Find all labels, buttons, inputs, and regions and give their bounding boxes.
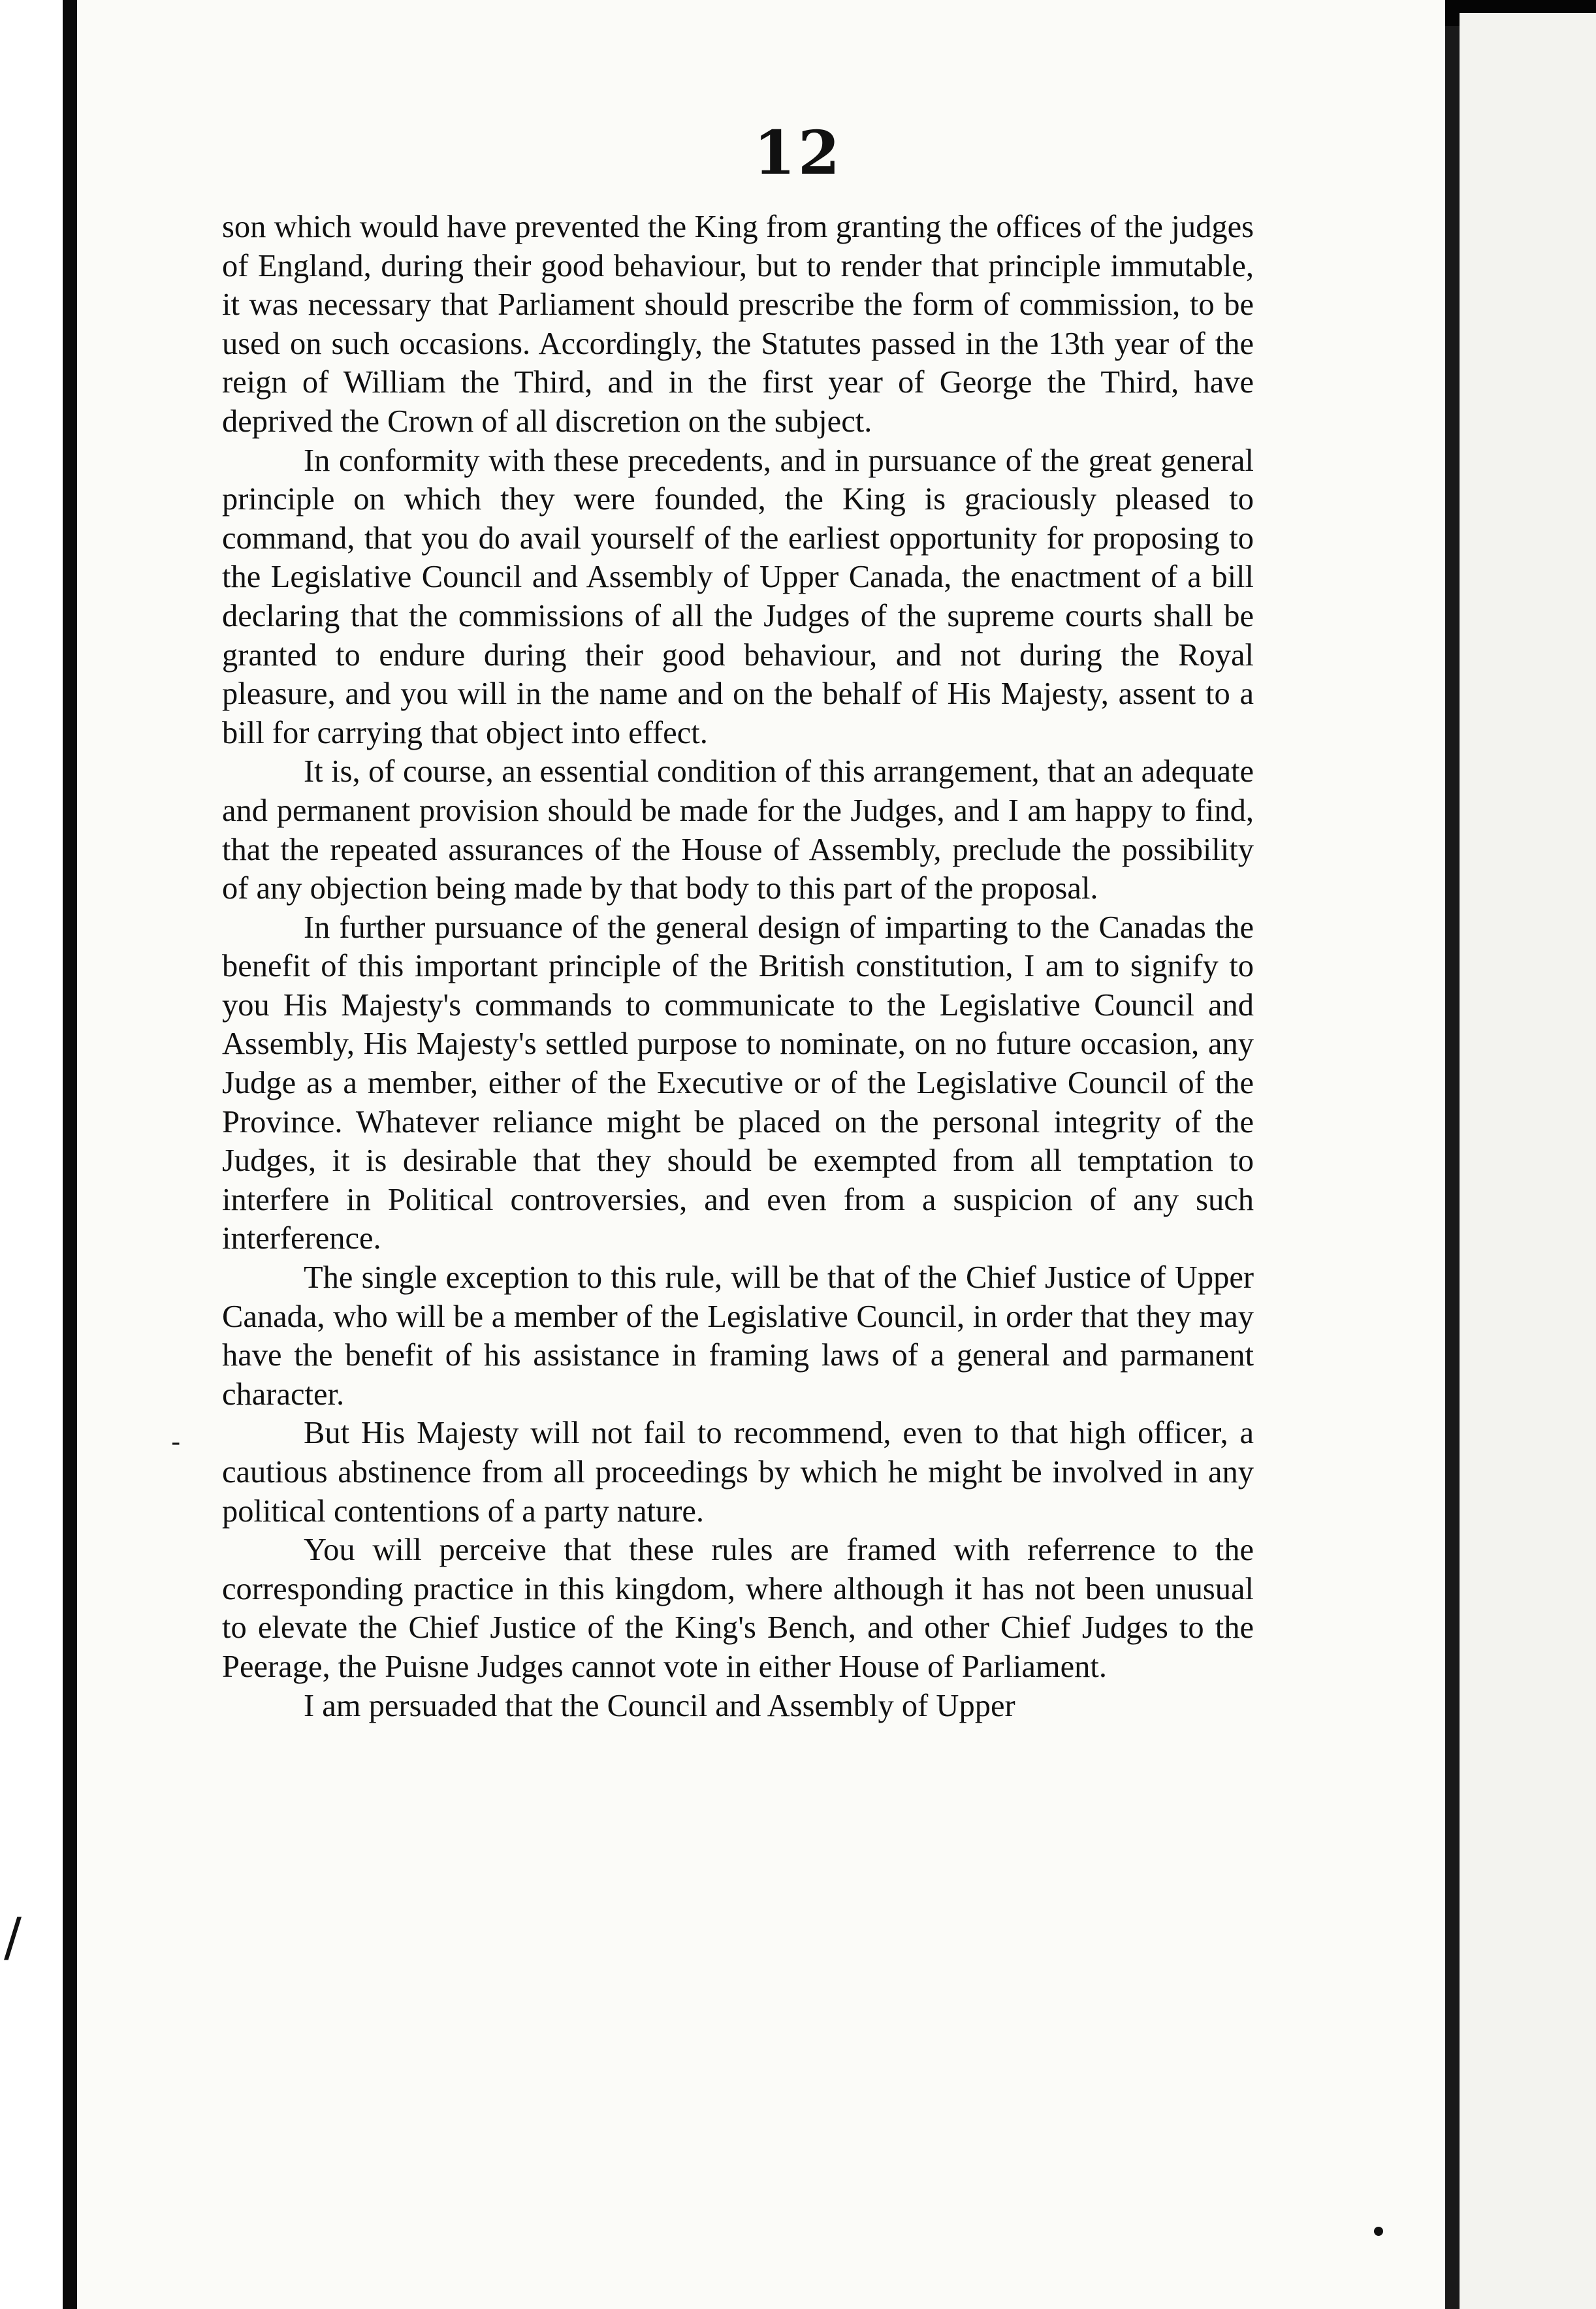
body-text (222, 208, 1254, 1725)
paragraph-4: In further pursuance of the general design of imparting to the Canadas the benefit of this important principle of the British constitution, I am to signify to you His Majesty's commands to communicate to the Legislative Council and Assembly, His Majesty's settled purpose to nominate, on no future occasion, any Judge as a member, either of the Executive or of the Legislative Council of the Province. Whatever reliance might be placed on the personal integrity of the Judges, it is desirable that they should be exempted from all temptation to interfere in Political controversies, and even from a suspicion of any such interference. (222, 910, 1254, 1256)
paragraph-7: You will perceive that these rules are framed with referrence to the corresponding practice in this kingdom, where although it has not been unusual to elevate the Chief Justice of the King's Bench, and other Chief Judges to the Peerage, the Puisne Judges cannot vote in either House of Parliament. (222, 1533, 1254, 1684)
paragraph-3: It is, of course, an essential condition of this arrangement, that an adequate and permanent provision should be made for the Judges, and I am happy to find, that the repeated assurances of the House of Assembly, preclude the possibility of any objection being made by that body to this part of the proposal. (222, 754, 1254, 906)
paragraph-5: The single exception to this rule, will be that of the Chief Justice of Upper Canada, who will be a member of the Legislative Council, in order that they may have the benefit of his assistance in framing laws of a general and parmanent character. (222, 1260, 1254, 1412)
paragraph-6: But His Majesty will not fail to recommend, even to that high officer, a cautious abstinence from all proceedings by which he might be involved in any political contentions of a party nature. (222, 1416, 1254, 1529)
page-number: 12 (753, 118, 843, 188)
margin-arrow-mark: - (171, 1427, 181, 1457)
page-edge-shadow (1445, 26, 1460, 2309)
ink-dot (1374, 2227, 1383, 2236)
binding-shadow (63, 0, 77, 2309)
next-page-edge (1460, 13, 1596, 2309)
paragraph-1: son which would have prevented the King from granting the offices of the judges of England, during their good behaviour, but to render that principle immutable, it was necessary that Parliament should prescribe the form of commission, to be used on such occasions. Accordingly, the Statutes passed in the 13th year of the reign of William the Third, and in the first year of George the Third, have deprived the Crown of all discretion on the subject. (222, 210, 1254, 439)
edge-stroke-mark: / (4, 1907, 22, 1967)
paragraph-2: In conformity with these precedents, and in pursuance of the great general principle on which they were founded, the King is graciously pleased to command, that you do avail yourself of the earliest opportunity for proposing to the Legislative Council and Assembly of Upper Canada, the enactment of a bill declaring that the commissions of all the Judges of the supreme courts shall be granted to endure during their good behaviour, and not during the Royal pleasure, and you will in the name and on the behalf of His Majesty, assent to a bill for carrying that object into effect. (222, 443, 1254, 750)
paragraph-8: I am persuaded that the Council and Assembly of Upper (304, 1688, 1015, 1723)
